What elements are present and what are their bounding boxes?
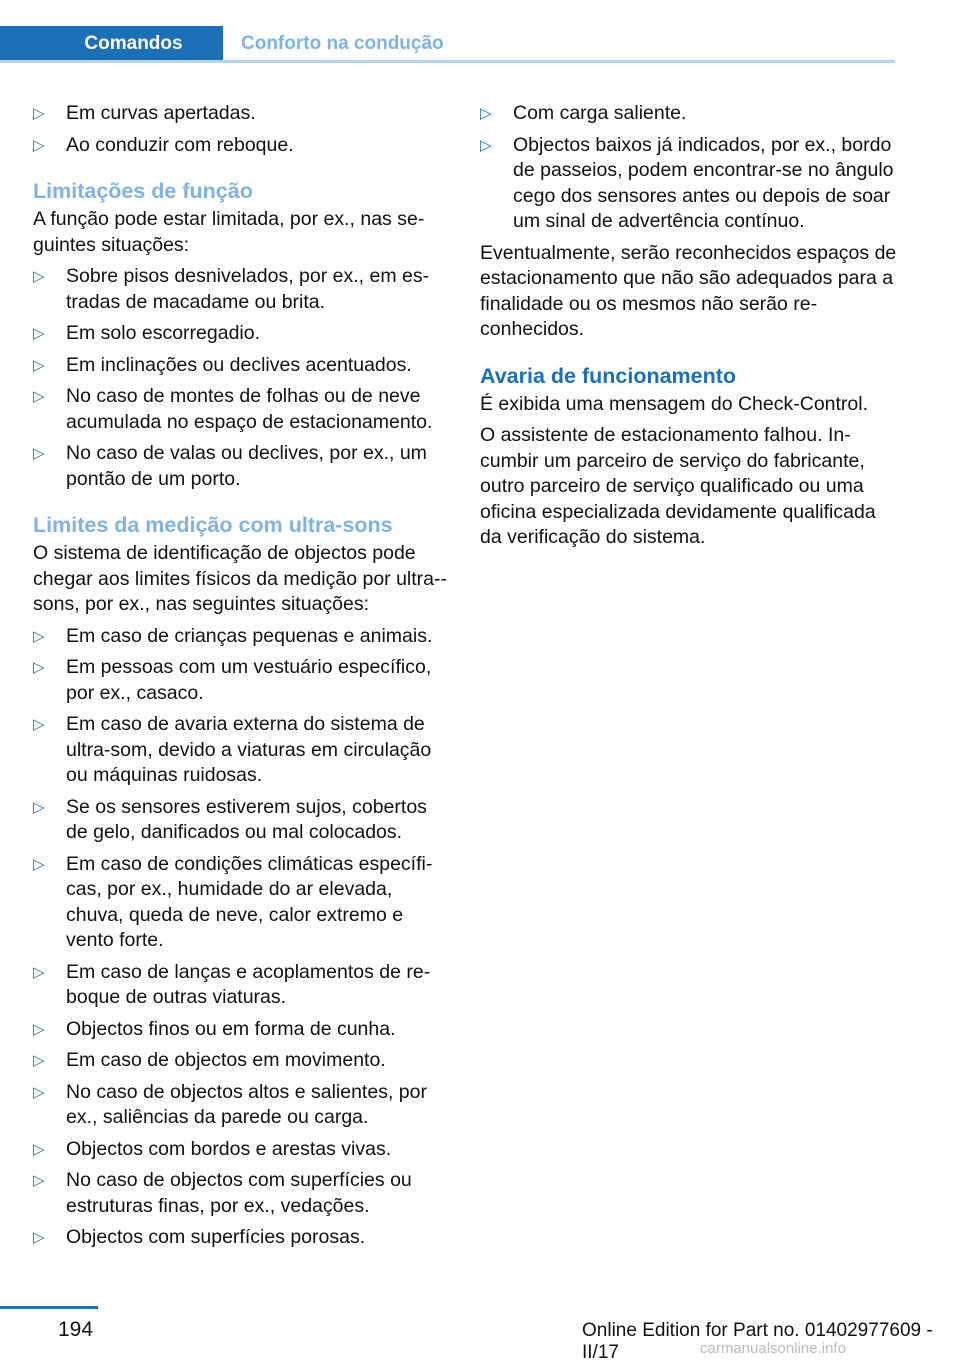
list-item	[33, 795, 448, 846]
triangle-bullet-icon: ▷	[33, 105, 45, 122]
list-item	[33, 384, 448, 435]
list-item-text: Em curvas apertadas.	[66, 102, 256, 124]
triangle-bullet-icon: ▷	[33, 268, 45, 285]
watermark: carmanualsonline.info	[700, 1340, 846, 1357]
list-item-text: Em caso de condições climáticas específicas, por ex., humidade do ar elevada, chuva, queda de neve, calor extremo e vento forte.	[66, 852, 433, 951]
section-heading-avaria: Avaria de funcionamento	[480, 363, 737, 388]
list-item-text: Com carga saliente.	[513, 102, 687, 124]
list-item-text: Objectos finos ou em forma de cunha.	[66, 1017, 396, 1040]
left-top-list	[33, 101, 448, 158]
tab-conforto-label: Conforto na condução	[241, 33, 444, 54]
triangle-bullet-icon: ▷	[33, 1140, 45, 1158]
list-item	[33, 1017, 448, 1043]
triangle-bullet-icon: ▷	[33, 1020, 45, 1038]
avaria-paragraph-2: O assistente de estacionamento falhou. Incumbir um parceiro de serviço do fabricante, outro parceiro de serviço qualificado ou uma oficina especializada devidamente qualificada da verificação do sistema.	[480, 424, 876, 548]
avaria-paragraph-1: É exibida uma mensagem do Check-Control.	[480, 392, 869, 415]
list-item	[33, 852, 448, 954]
list-item	[480, 133, 900, 235]
list-item	[33, 353, 448, 379]
list-item-text: Em pessoas com um vestuário específico, por ex., casaco.	[66, 656, 432, 704]
triangle-bullet-icon: ▷	[33, 659, 45, 676]
list-item	[33, 264, 448, 315]
triangle-bullet-icon: ▷	[33, 855, 45, 873]
triangle-bullet-icon: ▷	[480, 105, 492, 122]
list-item-text: No caso de montes de folhas ou de neve acumulada no espaço de estacionamento.	[66, 385, 433, 433]
list-item	[33, 1225, 448, 1251]
list-item-text: Em inclinações ou declives acentuados.	[66, 353, 412, 376]
page-header	[0, 0, 960, 64]
triangle-bullet-icon: ▷	[33, 136, 45, 154]
edition-label: Online Edition for Part no. 01402977609 - II/17	[582, 1320, 933, 1363]
list-item	[33, 321, 448, 347]
section-intro: A função pode estar limitada, por ex., nas seguintes situações:	[33, 208, 425, 256]
list-item-text: No caso de objectos altos e salientes, por ex., saliências da parede ou carga.	[66, 1080, 427, 1128]
right-column	[480, 101, 900, 557]
list-item-text: Em caso de lanças e acoplamentos de reboque de outras viaturas.	[66, 960, 431, 1008]
tab-conforto-na-conducao[interactable]	[241, 26, 444, 62]
triangle-bullet-icon: ▷	[33, 1172, 45, 1189]
list-item	[33, 1137, 448, 1163]
list-item-text: Em caso de avaria externa do sistema de ultra-som, devido a viaturas em circulação ou máquinas ruidosas.	[66, 713, 432, 786]
list-item-text: Se os sensores estiverem sujos, cobertos de gelo, danificados ou mal colocados.	[66, 795, 427, 843]
tab-comandos-label: Comandos	[84, 33, 183, 54]
list-item-text: Sobre pisos desnivelados, por ex., em estradas de macadame ou brita.	[66, 265, 430, 313]
list-item-text: Objectos com bordos e arestas vivas.	[66, 1137, 392, 1160]
list-item	[33, 1080, 448, 1131]
list-item	[33, 960, 448, 1011]
header-divider	[0, 60, 895, 63]
list-item	[33, 655, 448, 706]
triangle-bullet-icon: ▷	[33, 356, 45, 374]
section-heading-limites-ultrasons: Limites da medição com ultra-sons	[33, 513, 393, 537]
list-item	[33, 712, 448, 789]
list-item-text: Objectos com superfícies porosas.	[66, 1226, 366, 1248]
list-item	[33, 1168, 448, 1219]
page-number: 194	[58, 1318, 94, 1341]
triangle-bullet-icon: ▷	[33, 1083, 45, 1101]
left-column	[33, 101, 448, 1257]
list-item-text: Em caso de crianças pequenas e animais.	[66, 624, 433, 647]
limites-list	[33, 624, 448, 1251]
section-intro: O sistema de identificação de objectos pode chegar aos limites físicos da medição por ultra-sons, por ex., nas seguintes situações:	[33, 542, 448, 615]
triangle-bullet-icon: ▷	[33, 325, 45, 342]
triangle-bullet-icon: ▷	[33, 1052, 45, 1069]
triangle-bullet-icon: ▷	[33, 388, 45, 405]
list-item-text: Objectos baixos já indicados, por ex., bordo de passeios, podem encontrar-se no ângulo cego dos sensores antes ou depois de soar um sinal de advertência contínuo.	[513, 133, 894, 232]
triangle-bullet-icon: ▷	[33, 798, 45, 816]
list-item	[33, 1048, 448, 1074]
list-item-text: Em caso de objectos em movimento.	[66, 1049, 386, 1071]
triangle-bullet-icon: ▷	[33, 627, 45, 645]
list-item	[33, 101, 448, 127]
list-item	[33, 624, 448, 650]
right-top-list	[480, 101, 900, 235]
footer-divider	[0, 1306, 98, 1309]
list-item	[33, 133, 448, 159]
list-item	[480, 101, 900, 127]
list-item-text: No caso de valas ou declives, por ex., um pontão de um porto.	[66, 442, 427, 490]
list-item-text: Ao conduzir com reboque.	[66, 133, 294, 156]
paragraph-espacos: Eventualmente, serão reconhecidos espaços de estacionamento que não são adequados para a finalidade ou os mesmos não serão reconhecidos.	[480, 241, 897, 340]
section-heading-limitacoes: Limitações de função	[33, 179, 253, 203]
list-item-text: Em solo escorregadio.	[66, 322, 261, 344]
list-item	[33, 441, 448, 492]
limitacoes-list	[33, 264, 448, 492]
triangle-bullet-icon: ▷	[480, 136, 492, 154]
triangle-bullet-icon: ▷	[33, 716, 45, 733]
triangle-bullet-icon: ▷	[33, 1229, 45, 1246]
tab-comandos[interactable]	[0, 26, 223, 62]
triangle-bullet-icon: ▷	[33, 963, 45, 981]
list-item-text: No caso de objectos com superfícies ou estruturas finas, por ex., vedações.	[66, 1169, 412, 1217]
triangle-bullet-icon: ▷	[33, 445, 45, 462]
